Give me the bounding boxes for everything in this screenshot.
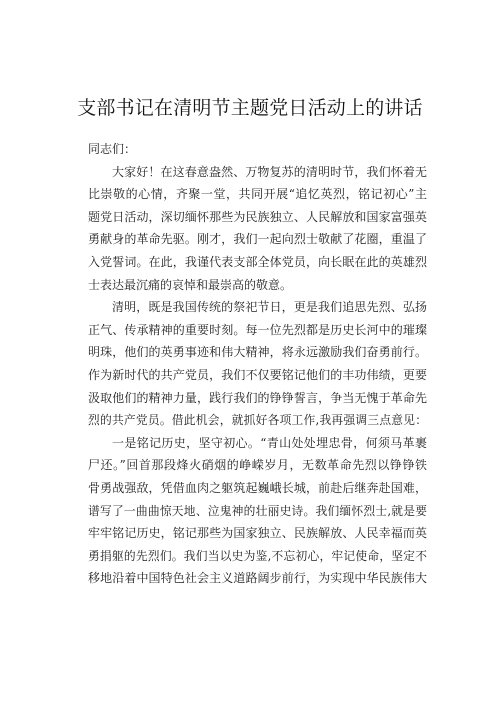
paragraph-line: 入党誓词。在此，我谨代表支部全体党员，向长眠在此的英雄烈: [88, 254, 427, 269]
paragraph-line: 题党日活动，深切缅怀那些为民族独立、人民解放和国家富强英: [88, 209, 427, 224]
paragraph-line: 一是铭记历史，坚守初心。“青山处处埋忠骨，何须马革裹: [112, 435, 427, 450]
paragraph-line: 明珠，他们的英勇事迹和伟大精神，将永远激励我们奋勇前行。: [88, 345, 427, 360]
paragraph-3: [88, 432, 427, 590]
paragraph-line: 骨勇战强敌，凭借血肉之躯筑起巍峨长城，前赴后继奔赴国难，: [88, 480, 427, 495]
paragraph-line: 勇献身的革命先驱。刚才，我们一起向烈士敬献了花圈，重温了: [88, 232, 427, 247]
paragraph-line: 尸还。”回首那段烽火硝烟的峥嵘岁月，无数革命先烈以铮铮铁: [88, 458, 427, 473]
paragraph-1: [88, 161, 427, 297]
paragraph-line: 牢牢铭记历史，铭记那些为国家独立、民族解放、人民幸福而英: [88, 526, 427, 541]
paragraph-line: 士表达最沉痛的哀悼和最崇高的敬意。: [88, 277, 293, 292]
paragraph-line: 勇捐躯的先烈们。我们当以史为鉴,不忘初心，牢记使命，坚定不: [88, 548, 427, 563]
paragraph-line: 清明，既是我国传统的祭祀节日，更是我们追思先烈、弘扬: [112, 300, 427, 315]
paragraph-line: 正气、传承精神的重要时刻。每一位先烈都是历史长河中的璀璨: [88, 322, 427, 337]
paragraph-line: 汲取他们的精神力量，践行我们的铮铮誓言，争当无愧于革命先: [88, 390, 427, 405]
paragraph-line: 移地沿着中国特色社会主义道路阔步前行，为实现中华民族伟大: [88, 571, 427, 586]
paragraph-line: 谱写了一曲曲惊天地、泣鬼神的壮丽史诗。我们缅怀烈士,就是要: [88, 503, 427, 518]
document-body: [88, 138, 427, 590]
salutation: 同志们：: [88, 142, 137, 156]
paragraph-line: 烈的共产党员。借此机会，就抓好各项工作,我再强调三点意见：: [88, 413, 427, 428]
paragraph-line: 大家好！在这春意盎然、万物复苏的清明时节，我们怀着无: [112, 164, 427, 179]
document-title: 支部书记在清明节主题党日活动上的讲话: [77, 97, 423, 119]
paragraph-line: 比崇敬的心情，齐聚一堂，共同开展“追忆英烈，铭记初心”主: [88, 187, 427, 202]
paragraph-2: [88, 296, 427, 432]
paragraph-line: 作为新时代的共产党员，我们不仅要铭记他们的丰功伟绩，更要: [88, 367, 427, 382]
